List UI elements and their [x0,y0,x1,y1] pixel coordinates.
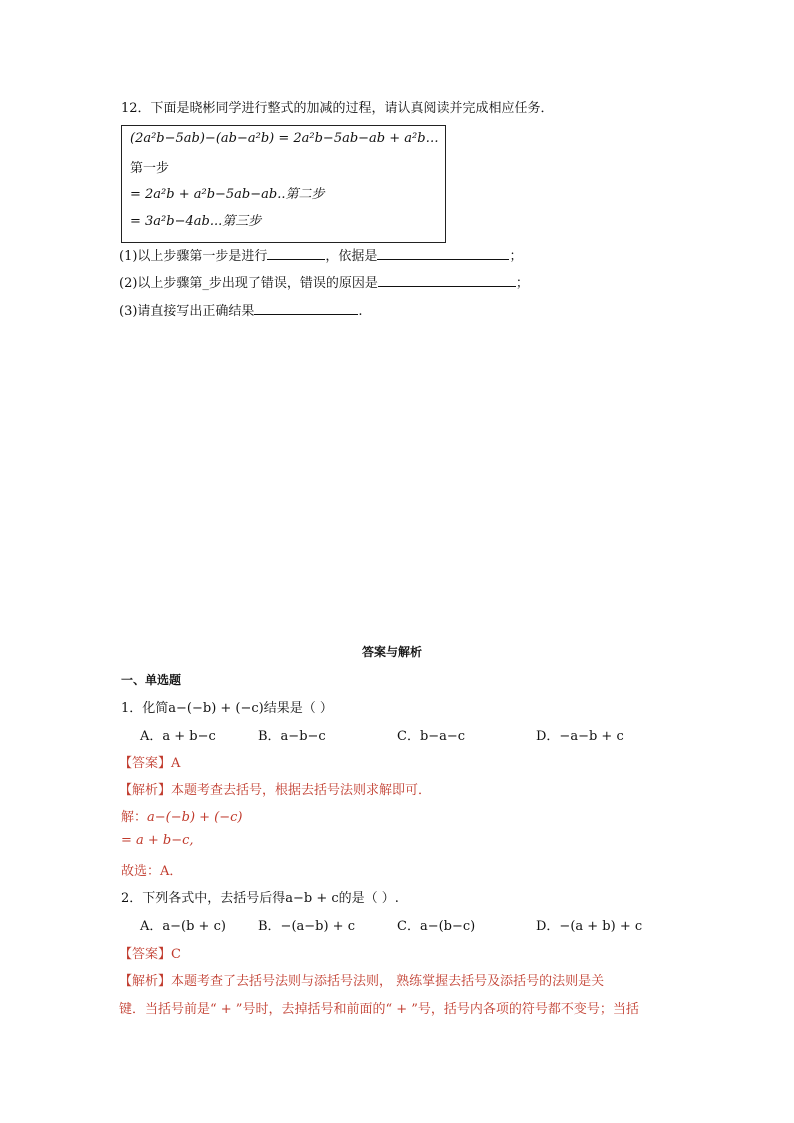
q1-solution-expr: a−(−b) + (−c) [147,810,243,825]
q1-choose: 故选：A． [121,864,183,879]
task-2 [119,272,529,291]
task-3-blank[interactable] [254,302,358,315]
q2-answer-label: 【答案】 [119,947,172,962]
q1-analysis [119,779,431,798]
q2-analysis [119,970,604,989]
task-2-text: (2)以上步骤第_步出现了错误，错误的原因是 [119,276,378,291]
q2-analysis-text: 本题考查了去括号法则与添括号法则， 熟练掌握去括号及添括号的法则是关 [171,974,605,989]
work-line-2: 第一步 [130,161,170,176]
q1-option-b: B．a−b−c [258,729,326,744]
answers-title: 答案与解析 [362,645,423,659]
q1-solution-label: 解： [121,810,148,825]
q2-option-a: A．a−(b + c) [140,919,226,934]
task-2-end: ； [515,276,529,291]
q1-answer-value: A [171,756,181,771]
task-1 [119,245,522,264]
task-1-text-a: (1)以上步骤第一步是进行 [119,249,268,264]
work-line-4: = 3a²b−4ab...第三步 [130,214,262,229]
q2-answer-value: C [171,947,181,962]
q2-stem: 2．下列各式中，去括号后得a−b + c的是（ ）. [121,891,399,906]
q1-option-a: A．a + b−c [140,729,216,744]
task-2-blank[interactable] [378,274,516,287]
question-12-prompt: 12．下面是晓彬同学进行整式的加减的过程，请认真阅读并完成相应任务． [121,101,554,116]
q1-solution-line-2: = a + b−c, [121,833,194,848]
q1-answer-label: 【答案】 [119,756,172,771]
q1-solution-line-1 [121,806,243,825]
task-3-text: (3)请直接写出正确结果 [119,304,255,319]
q2-option-c: C．a−(b−c) [397,919,476,934]
q2-option-b: B．−(a−b) + c [258,919,355,934]
q2-analysis-label: 【解析】 [119,974,172,989]
q1-answer [119,752,180,771]
task-3-end: . [358,304,363,319]
task-1-text-b: ，依据是 [325,249,378,264]
q1-analysis-label: 【解析】 [119,783,172,798]
q2-answer [119,943,181,962]
q2-option-d: D．−(a + b) + c [536,919,643,934]
q1-stem: 1．化简a−(−b) + (−c)结果是（ ） [121,701,333,716]
q1-analysis-text: 本题考查去括号，根据去括号法则求解即可． [171,783,432,798]
q2-analysis-line-2: 键．当括号前是“ + ”号时，去掉括号和前面的“ + ”号，括号内各项的符号都不变号；当括 [119,1002,639,1017]
task-3 [119,300,363,319]
q1-option-c: C．b−a−c [397,729,466,744]
task-1-end: ； [509,249,523,264]
task-1-blank-1[interactable] [267,247,325,260]
work-line-3: = 2a²b + a²b−5ab−ab..第二步 [130,187,325,202]
task-1-blank-2[interactable] [377,247,509,260]
q1-option-d: D．−a−b + c [536,729,624,744]
work-line-1: (2a²b−5ab)−(ab−a²b) = 2a²b−5ab−ab + a²b… [130,131,439,146]
section-heading: 一、单选题 [121,673,182,687]
work-box [121,125,446,243]
